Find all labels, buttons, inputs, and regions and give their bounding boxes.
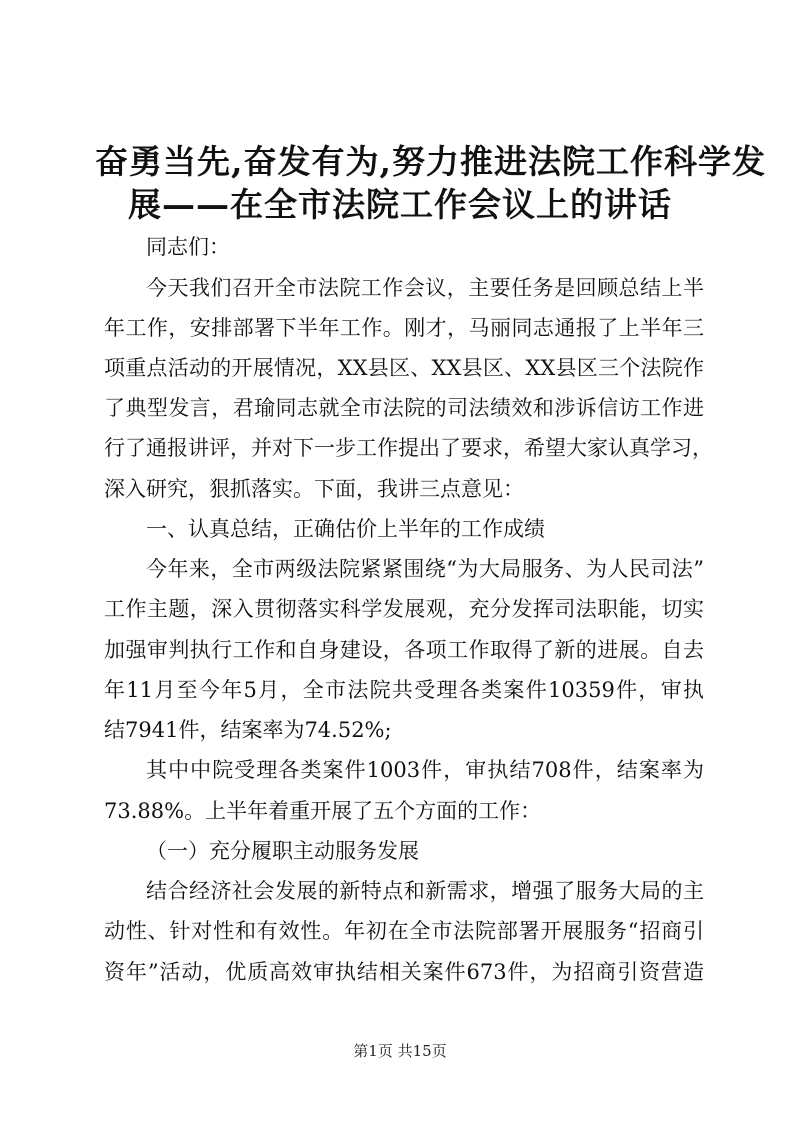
subsection-heading: （一）充分履职主动服务发展 bbox=[146, 839, 419, 863]
paragraph-line: 动性、针对性和有效性。年初在全市法院部署开展服务“招商引 bbox=[104, 919, 704, 943]
paragraph-line: 行了通报讲评，并对下一步工作提出了要求，希望大家认真学习， bbox=[104, 436, 713, 460]
paragraph-line: 其中中院受理各类案件1003件，审执结708件，结案率为 bbox=[146, 758, 704, 782]
document-title-line-1: 奋勇当先,奋发有为,努力推进法院工作科学发 bbox=[95, 142, 766, 181]
paragraph-line: 结7941件，结案率为74.52%; bbox=[104, 718, 392, 742]
paragraph-line: 深入研究，狠抓落实。下面，我讲三点意见： bbox=[104, 477, 524, 501]
paragraph-line: 今年来，全市两级法院紧紧围绕“为大局服务、为人民司法” bbox=[146, 557, 704, 581]
paragraph-line: 加强审判执行工作和自身建设，各项工作取得了新的进展。自去 bbox=[104, 638, 704, 662]
salutation: 同志们： bbox=[146, 235, 230, 259]
document-title-line-2: 展——在全市法院工作会议上的讲话 bbox=[128, 185, 672, 224]
paragraph-line: 了典型发言，君瑜同志就全市法院的司法绩效和涉诉信访工作进 bbox=[104, 396, 704, 420]
paragraph-line: 结合经济社会发展的新特点和新需求，增强了服务大局的主 bbox=[146, 879, 704, 903]
paragraph-line: 年11月至今年5月，全市法院共受理各类案件10359件，审执 bbox=[104, 678, 704, 702]
paragraph-line: 资年”活动，优质高效审执结相关案件673件，为招商引资营造 bbox=[104, 960, 704, 984]
section-heading: 一、认真总结，正确估价上半年的工作成绩 bbox=[146, 517, 545, 541]
paragraph-line: 年工作，安排部署下半年工作。刚才，马丽同志通报了上半年三 bbox=[104, 316, 704, 340]
paragraph-line: 项重点活动的开展情况，XX县区、XX县区、XX县区三个法院作 bbox=[104, 356, 704, 380]
page-number-footer: 第1页 共15页 bbox=[353, 1042, 447, 1060]
paragraph-line: 工作主题，深入贯彻落实科学发展观，充分发挥司法职能，切实 bbox=[104, 597, 704, 621]
paragraph-line: 今天我们召开全市法院工作会议，主要任务是回顾总结上半 bbox=[146, 276, 704, 300]
paragraph-line: 73.88%。上半年着重开展了五个方面的工作： bbox=[104, 799, 542, 823]
